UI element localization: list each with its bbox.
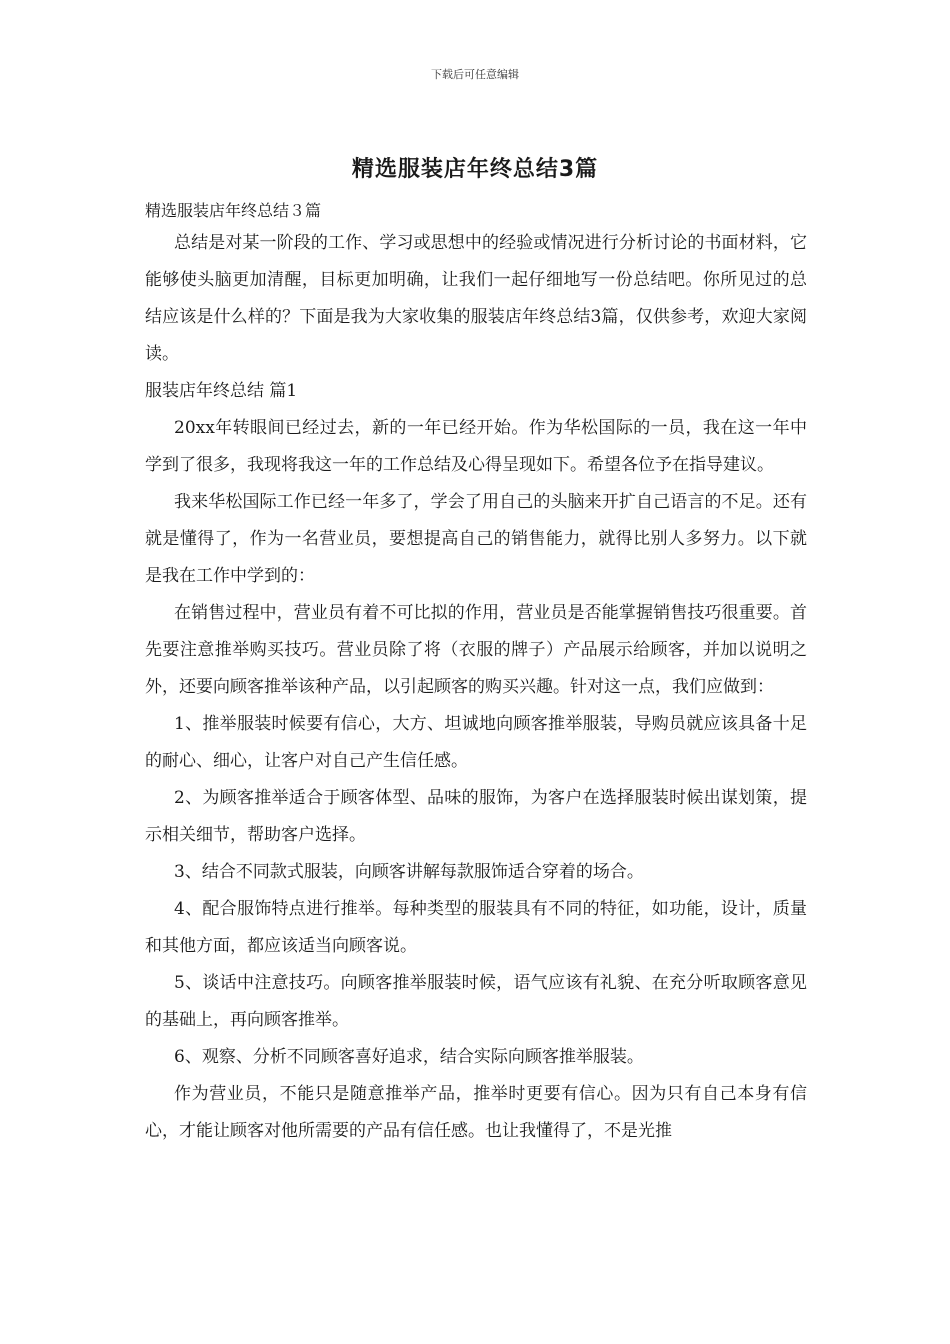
list-item: 6、观察、分析不同顾客喜好追求，结合实际向顾客推举服装。 xyxy=(174,1047,644,1067)
header-note: 下载后可任意编辑 xyxy=(431,68,519,81)
list-item: 4、配合服饰特点进行推举。每种类型的服装具有不同的特征，如功能，设计，质量和其他方面，都应该适当向顾客说。 xyxy=(145,899,807,956)
section-heading: 服装店年终总结 篇1 xyxy=(145,381,298,401)
document-title: 精选服装店年终总结3篇 xyxy=(351,157,599,182)
document-subtitle: 精选服装店年终总结３篇 xyxy=(145,201,322,220)
body-paragraph: 在销售过程中，营业员有着不可比拟的作用，营业员是否能掌握销售技巧很重要。首先要注意推举购买技巧。营业员除了将（衣服的牌子）产品展示给顾客，并加以说明之外，还要向顾客推举该种产品，以引起顾客的购买兴趣。针对这一点，我们应做到： xyxy=(145,603,807,697)
list-item: 5、谈话中注意技巧。向顾客推举服装时候，语气应该有礼貌、在充分听取顾客意见的基础上，再向顾客推举。 xyxy=(145,973,807,1030)
body-paragraph: 20xx年转眼间已经过去，新的一年已经开始。作为华松国际的一员，我在这一年中学到了很多，我现将我这一年的工作总结及心得呈现如下。希望各位予在指导建议。 xyxy=(145,418,807,475)
body-paragraph: 我来华松国际工作已经一年多了，学会了用自己的头脑来开扩自己语言的不足。还有就是懂得了，作为一名营业员，要想提高自己的销售能力，就得比别人多努力。以下就是我在工作中学到的： xyxy=(145,492,807,586)
body-paragraph: 作为营业员，不能只是随意推举产品，推举时更要有信心。因为只有自己本身有信心，才能让顾客对他所需要的产品有信任感。也让我懂得了，不是光推 xyxy=(145,1084,807,1141)
list-item: 3、结合不同款式服装，向顾客讲解每款服饰适合穿着的场合。 xyxy=(174,862,644,882)
list-item: 2、为顾客推举适合于顾客体型、品味的服饰，为客户在选择服装时候出谋划策，提示相关细节，帮助客户选择。 xyxy=(145,788,807,845)
intro-paragraph: 总结是对某一阶段的工作、学习或思想中的经验或情况进行分析讨论的书面材料，它能够使头脑更加清醒，目标更加明确，让我们一起仔细地写一份总结吧。你所见过的总结应该是什么样的？下面是我为大家收集的服装店年终总结3篇，仅供参考，欢迎大家阅读。 xyxy=(145,233,807,364)
document-body xyxy=(145,197,807,1150)
list-item: 1、推举服装时候要有信心，大方、坦诚地向顾客推举服装，导购员就应该具备十足的耐心、细心，让客户对自己产生信任感。 xyxy=(145,714,807,771)
